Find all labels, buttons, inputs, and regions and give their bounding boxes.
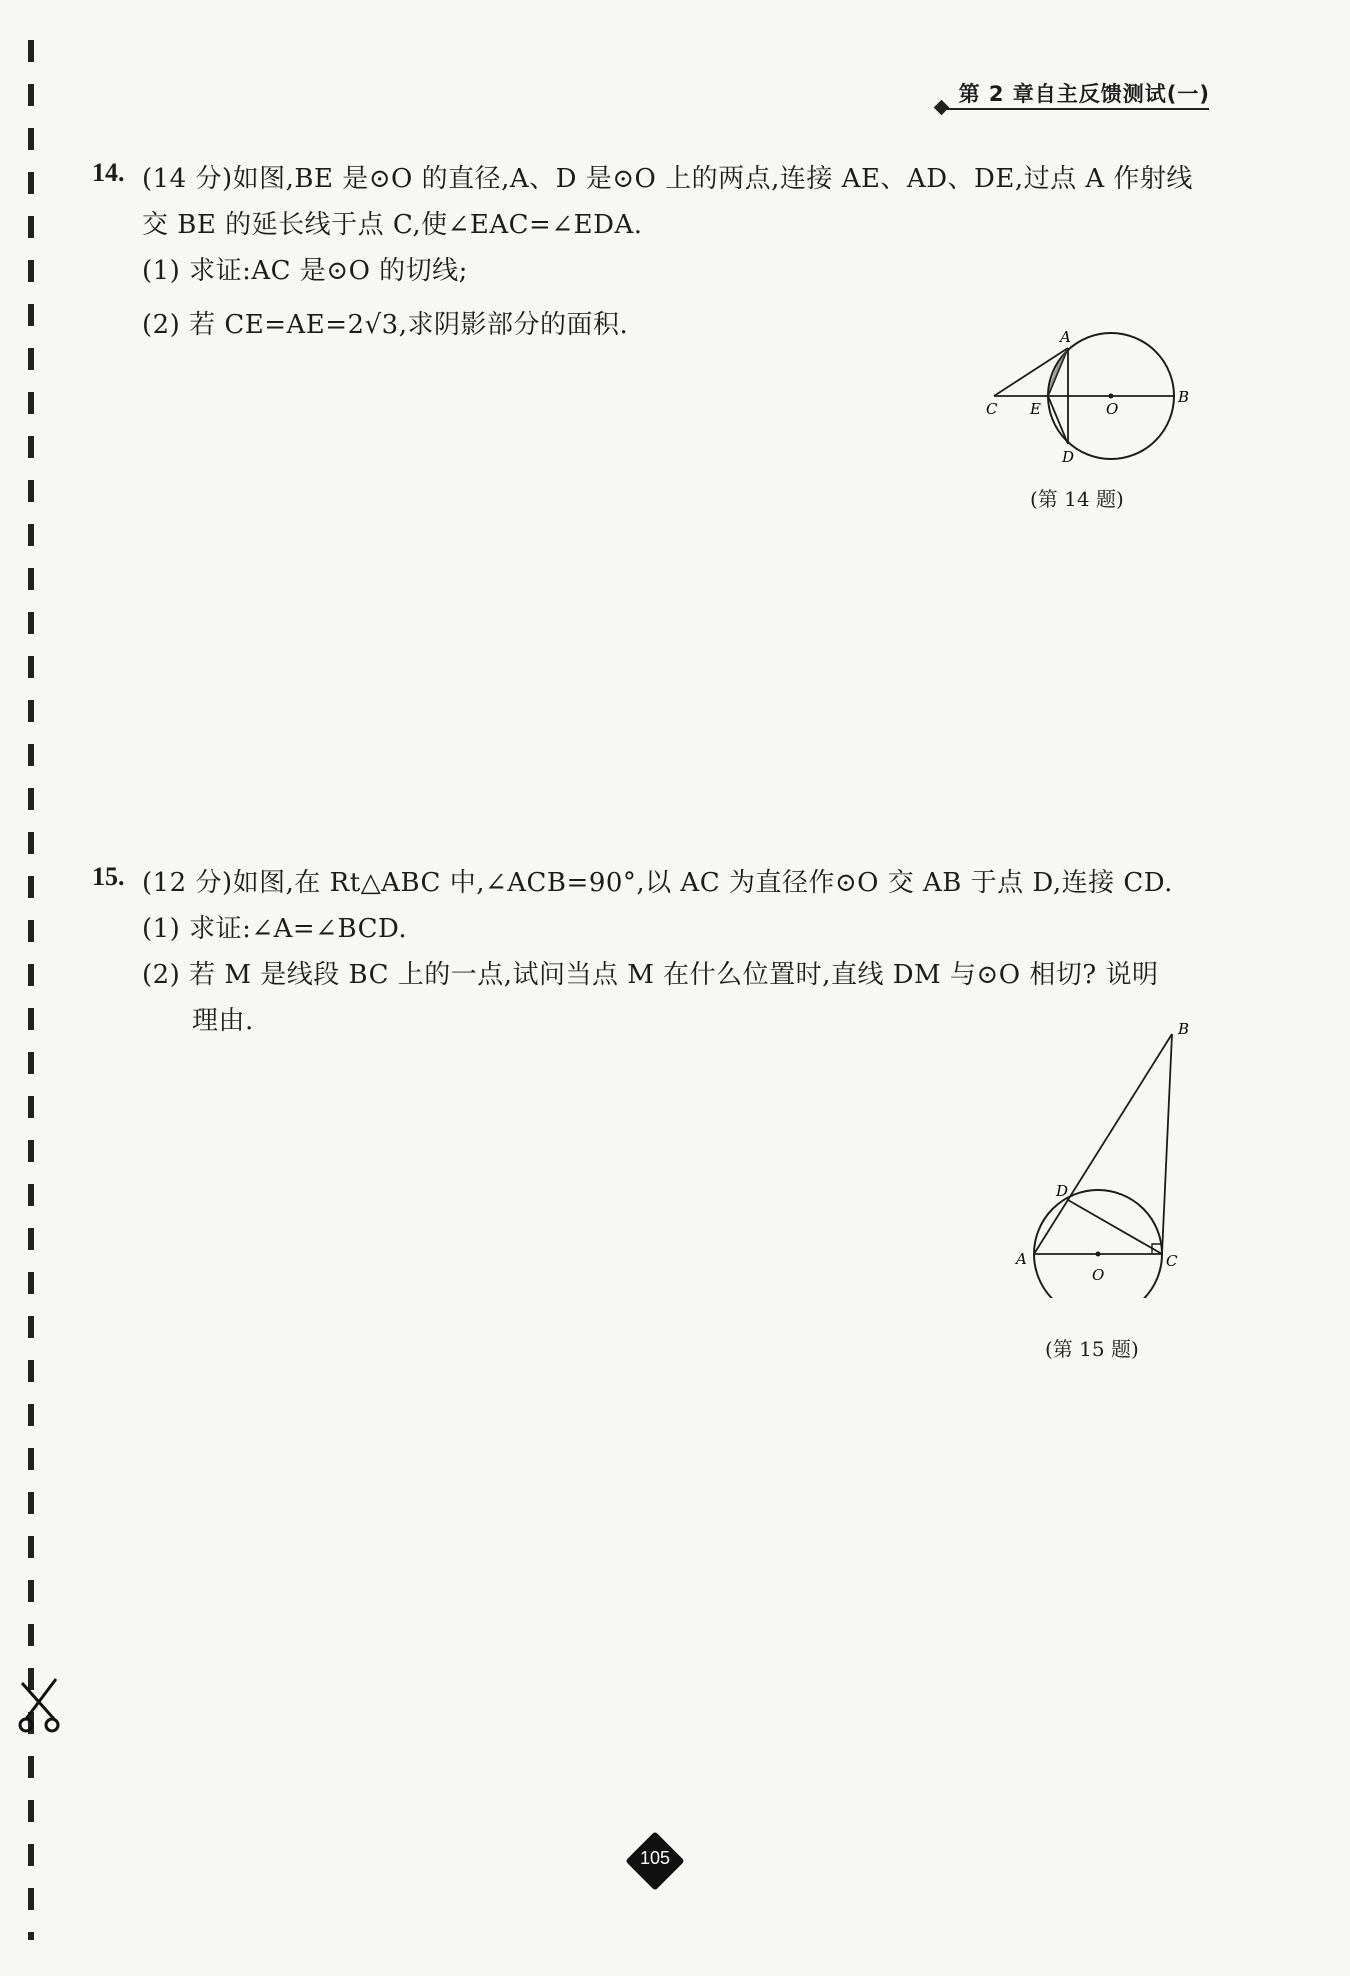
figure-15 — [1010, 1018, 1210, 1298]
figure-14-caption: (第 14 题) — [1030, 487, 1124, 511]
fig14-label-b: B — [1178, 388, 1190, 406]
fig14-label-d: D — [1062, 448, 1075, 466]
fig14-label-e: E — [1030, 400, 1041, 418]
fig14-label-c: C — [986, 400, 998, 418]
cut-line — [28, 40, 34, 1940]
figure-14 — [980, 320, 1200, 470]
question-14-line1: (14 分)如图,BE 是⊙O 的直径,A、D 是⊙O 上的两点,连接 AE、AD、DE,过点 A 作射线 — [142, 164, 1193, 194]
question-14-part2: (2) 若 CE=AE=2√3,求阴影部分的面积. — [142, 310, 629, 340]
question-15-part1: (1) 求证:∠A=∠BCD. — [142, 914, 408, 944]
fig15-label-b: B — [1178, 1020, 1190, 1038]
page-number-badge — [630, 1836, 680, 1886]
question-14-part1: (1) 求证:AC 是⊙O 的切线; — [142, 256, 468, 286]
fig15-label-o: O — [1092, 1266, 1105, 1284]
scissors-icon — [14, 1675, 64, 1735]
figure-15-caption: (第 15 题) — [1045, 1337, 1139, 1361]
fig15-label-c: C — [1166, 1252, 1178, 1270]
header-rule — [947, 108, 1209, 110]
fig14-label-a: A — [1060, 328, 1071, 346]
fig15-label-d: D — [1056, 1182, 1069, 1200]
question-15-part2-line1: (2) 若 M 是线段 BC 上的一点,试问当点 M 在什么位置时,直线 DM 与⊙O 相切? 说明 — [142, 960, 1159, 990]
fig15-label-a: A — [1016, 1250, 1027, 1268]
question-14-line2: 交 BE 的延长线于点 C,使∠EAC=∠EDA. — [142, 210, 643, 240]
page-header: 第 2 章自主反馈测试(一) — [958, 82, 1210, 106]
question-15-part2-line2: 理由. — [192, 1006, 254, 1036]
question-14-number: 14. — [92, 158, 125, 187]
page-number: 105 — [639, 1848, 671, 1868]
question-15-line1: (12 分)如图,在 Rt△ABC 中,∠ACB=90°,以 AC 为直径作⊙O 交 AB 于点 D,连接 CD. — [142, 868, 1173, 898]
question-15-number: 15. — [92, 862, 125, 891]
fig14-label-o: O — [1106, 400, 1119, 418]
